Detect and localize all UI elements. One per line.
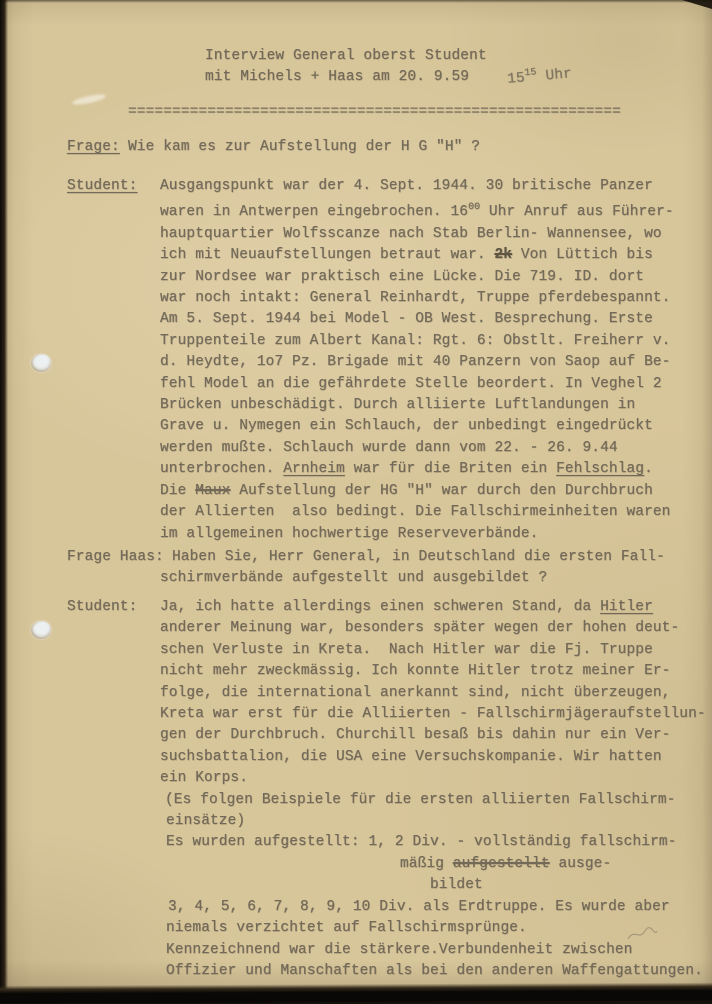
text-line: [128, 137, 480, 158]
text-segment: werden mußte. Schlauch wurde dann vom 22. - 26. 9.44: [160, 440, 618, 456]
document-header: [205, 46, 487, 89]
text-segment: ich mit Neuaufstellungen betraut war.: [160, 247, 494, 263]
speaker-label-frage-haas: Frage Haas:: [67, 547, 164, 568]
text-line: [160, 747, 706, 768]
text-segment: 15: [507, 70, 526, 87]
text-segment: ausge-: [550, 856, 612, 872]
text-segment: im allgemeinen hochwertige Reserveverbände.: [160, 526, 538, 542]
text-line: [160, 224, 674, 245]
header-title-line1: Interview General oberst Student: [205, 46, 487, 67]
text-line: [160, 725, 706, 746]
text-line: [160, 288, 674, 309]
text-segment: Uhr: [536, 66, 572, 85]
text-segment: Wie kam es zur Aufstellung der H G "H" ?: [128, 139, 480, 155]
text-segment: Kreta war erst für die Alliierten - Fallschirmjägeraufstellun-: [160, 706, 706, 722]
text-line: [160, 618, 706, 639]
speaker-label-frage: Frage:: [67, 137, 120, 158]
text-segment: Am 5. Sept. 1944 bei Model - OB West. Besprechung. Erste: [160, 311, 653, 327]
text-line: [160, 704, 706, 725]
text-segment: .: [644, 461, 653, 477]
dialog-text-student-2: [160, 597, 706, 982]
text-line: [160, 524, 674, 545]
text-line: [160, 481, 674, 502]
text-line: [160, 176, 674, 197]
text-segment: Kennzeichnend war die stärkere.Verbundenheit zwischen: [166, 942, 632, 958]
dialog-text-frage: [128, 137, 480, 158]
text-line: [160, 197, 674, 223]
dialog-text-frage-haas: [160, 547, 665, 590]
text-line: [160, 790, 706, 811]
text-segment: d. Heydte, 1o7 Pz. Brigade mit 40 Panzern von Saop auf Be-: [160, 354, 670, 370]
text-line: [160, 502, 674, 523]
text-segment: waren in Antwerpen eingebrochen. 16: [160, 204, 468, 220]
text-line: [160, 918, 706, 939]
text-line: [160, 854, 706, 875]
text-line: [160, 897, 706, 918]
text-line: [160, 940, 706, 961]
text-segment: Haben Sie, Herr General, in Deutschland die ersten Fall-: [172, 549, 665, 565]
text-line: [160, 416, 674, 437]
text-line: [160, 640, 706, 661]
text-segment: aufgestellt: [453, 856, 550, 872]
text-segment: Arnheim: [283, 461, 345, 477]
text-segment: niemals verzichtet auf Fallschirmsprünge.: [166, 920, 527, 936]
text-line: [160, 597, 706, 618]
text-segment: Ausgangspunkt war der 4. Sept. 1944. 30 britische Panzer: [160, 178, 653, 194]
text-segment: bildet: [430, 877, 483, 893]
text-line: [160, 568, 665, 589]
text-line: [160, 374, 674, 395]
punch-hole-bottom: [31, 621, 51, 639]
scan-edge-top: [0, 0, 712, 3]
scan-edge-top-right: [682, 0, 712, 9]
text-segment: war für die Briten ein: [345, 461, 556, 477]
text-segment: schirmverbände aufgestellt und ausgebildet ?: [160, 570, 547, 586]
text-line: [160, 683, 706, 704]
text-line: [160, 352, 674, 373]
text-segment: nicht mehr zweckmässig. Ich konnte Hitler trotz meiner Er-: [160, 663, 670, 679]
punch-hole-top: [31, 354, 51, 372]
text-line: [160, 811, 706, 832]
text-segment: Hitler: [600, 599, 653, 615]
text-segment: fehl Model an die gefährdete Stelle beordert. In Veghel 2: [160, 376, 662, 392]
text-line: [160, 832, 706, 853]
dialog-text-student-1: [160, 176, 674, 545]
text-segment: Brücken unbeschädigt. Durch alliierte Luftlandungen in: [160, 397, 635, 413]
text-segment: anderer Meinung war, besonders später wegen der hohen deut-: [160, 620, 679, 636]
text-segment: Truppenteile zum Albert Kanal: Rgt. 6: Obstlt. Freiherr v.: [160, 333, 670, 349]
text-line: [160, 459, 674, 480]
pencil-scribble-icon: [626, 926, 660, 944]
text-line: [506, 59, 573, 91]
header-title-line2: mit Michels + Haas am 20. 9.59: [205, 67, 487, 88]
text-segment: mäßig: [400, 856, 453, 872]
text-segment: Fehlschlag: [556, 461, 644, 477]
text-segment: 2k: [494, 247, 512, 263]
text-segment: Offizier und Manschaften als bei den anderen Waffengattungen.: [166, 963, 703, 979]
text-line: [160, 245, 674, 266]
text-line: [160, 309, 674, 330]
text-line: [160, 661, 706, 682]
text-segment: ein Korps.: [160, 770, 248, 786]
text-segment: unterbrochen.: [160, 461, 283, 477]
text-segment: (Es folgen Beispiele für die ersten alliierten Fallschirm-: [165, 792, 675, 808]
text-line: [160, 438, 674, 459]
text-segment: hauptquartier Wolfsscanze nach Stab Berlin- Wannensee, wo: [160, 226, 662, 242]
text-segment: suchsbattalion, die USA eine Versuchskompanie. Wir hatten: [160, 749, 662, 765]
text-line: [160, 547, 665, 568]
scan-edge-left: [0, 0, 8, 1000]
text-segment: zur Nordsee war praktisch eine Lücke. Die 719. ID. dort: [160, 269, 644, 285]
text-line: [160, 875, 706, 896]
text-segment: 00: [468, 202, 480, 213]
text-line: [160, 267, 674, 288]
text-segment: einsätze): [166, 813, 245, 829]
text-segment: Ja, ich hatte allerdings einen schweren Stand, da: [160, 599, 600, 615]
text-segment: der Allierten also bedingt. Die Fallschirmeinheiten waren: [160, 504, 670, 520]
text-segment: gen der Durchbruch. Churchill besaß bis dahin nur ein Ver-: [160, 727, 670, 743]
text-segment: 15: [524, 67, 537, 79]
text-segment: Von Lüttich bis: [512, 247, 653, 263]
text-segment: war noch intakt: General Reinhardt, Truppe pferdebespannt.: [160, 290, 670, 306]
text-segment: schen Verluste in Kreta. Nach Hitler war die Fj. Truppe: [160, 642, 653, 658]
text-segment: Uhr Anruf aus Führer-: [480, 204, 674, 220]
text-segment: folge, die international anerkannt sind, nicht überzeugen,: [160, 685, 670, 701]
text-segment: Maux: [195, 483, 230, 499]
text-line: [160, 331, 674, 352]
text-segment: Es wurden aufgestellt: 1, 2 Div. - vollständig fallschirm-: [166, 834, 676, 850]
scan-edge-bottom: [0, 982, 712, 1003]
speaker-label-student-2: Student:: [67, 597, 137, 618]
text-segment: Grave u. Nymegen ein Schlauch, der unbedingt eingedrückt: [160, 418, 653, 434]
text-segment: 3, 4, 5, 6, 7, 8, 9, 10 Div. als Erdtruppe. Es wurde aber: [168, 899, 670, 915]
header-time: [506, 59, 573, 91]
text-line: [160, 961, 706, 982]
paper-scratch: [72, 93, 107, 107]
text-segment: Die: [160, 483, 195, 499]
divider-line: ========================================================: [128, 102, 621, 123]
text-line: [160, 395, 674, 416]
speaker-label-student-1: Student:: [67, 176, 137, 197]
text-line: [160, 768, 706, 789]
text-segment: Aufstellung der HG "H" war durch den Durchbruch: [230, 483, 652, 499]
